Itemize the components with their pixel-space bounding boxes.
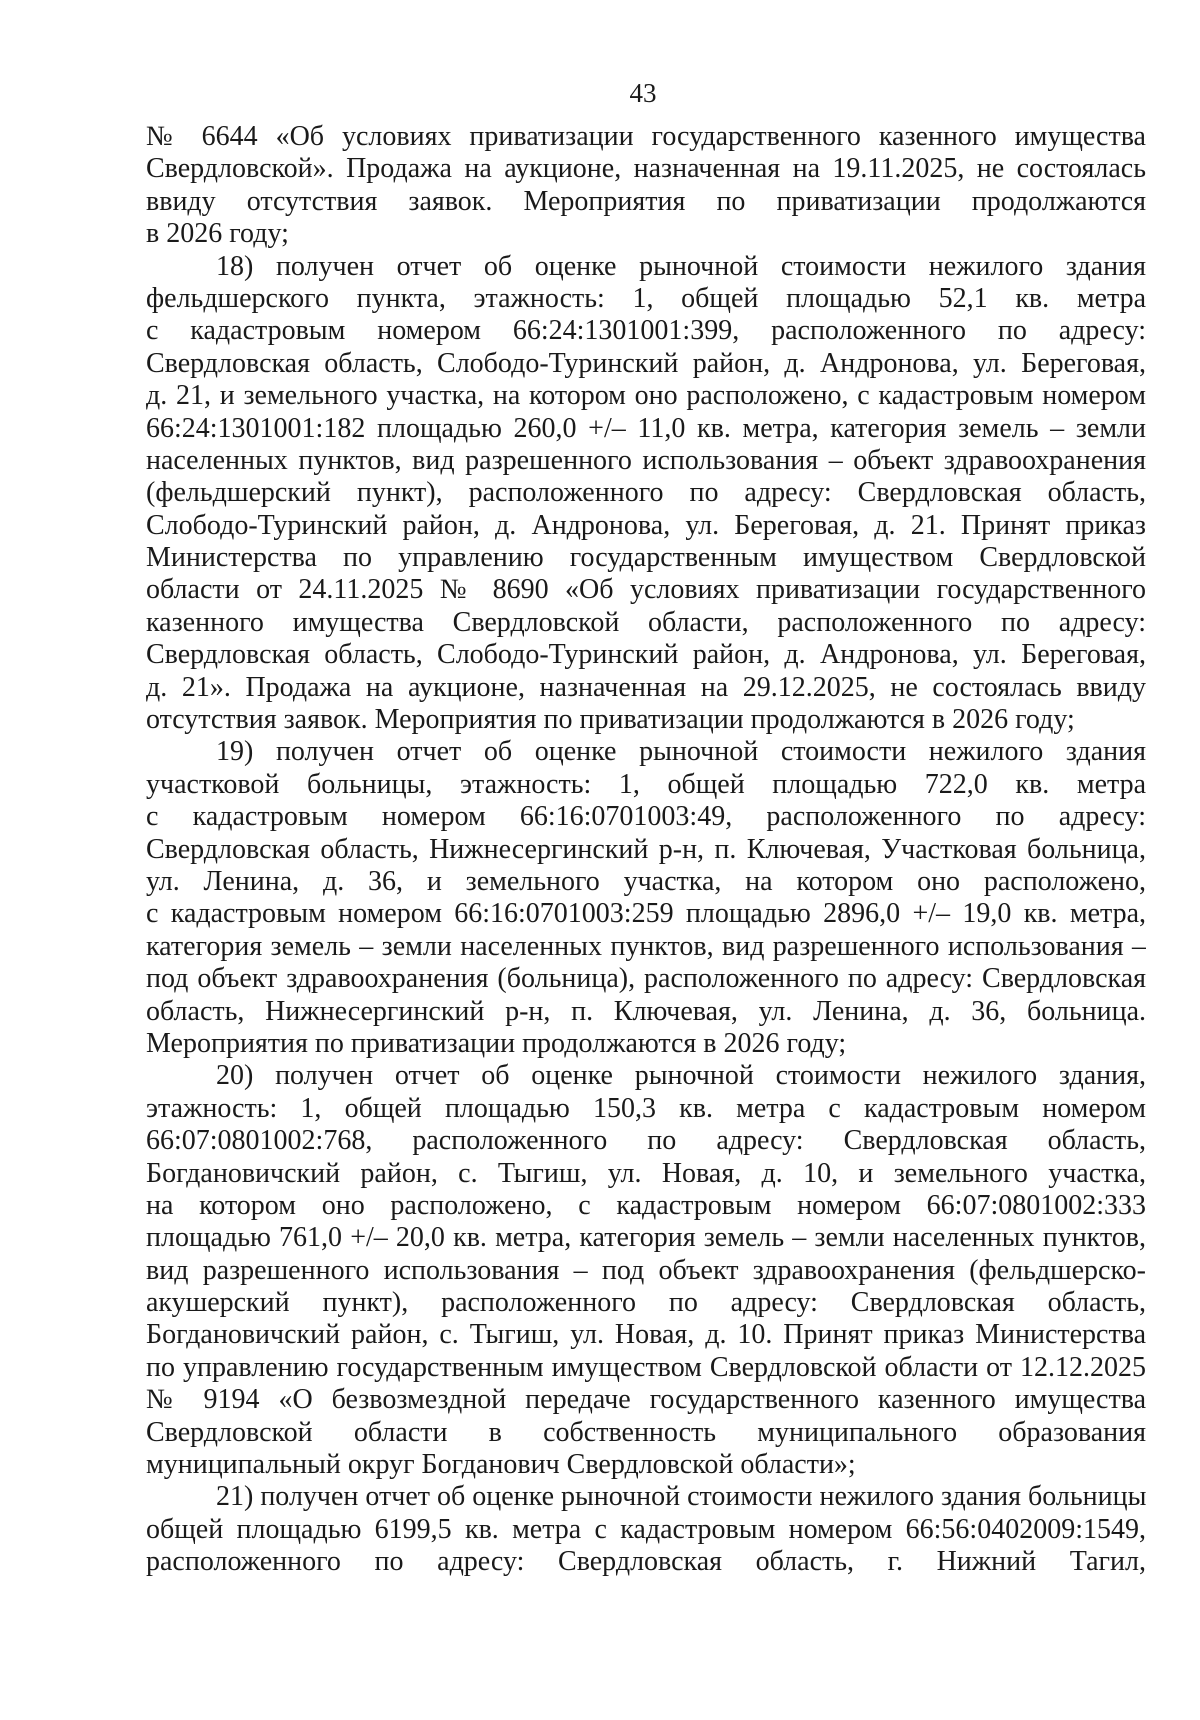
- text-line: вид разрешенного использования – под объект здравоохранения (фельдшерско-: [146, 1254, 1146, 1286]
- text-line: 19) получен отчет об оценке рыночной стоимости нежилого здания: [216, 736, 1146, 768]
- text-line: 18) получен отчет об оценке рыночной стоимости нежилого здания: [216, 250, 1146, 282]
- text-line: 66:24:1301001:182 площадью 260,0 +/– 11,0 кв. метра, категория земель – земли: [146, 412, 1146, 444]
- text-line: Свердловская область, Слободо-Туринский район, д. Андронова, ул. Береговая,: [146, 347, 1146, 379]
- text-line: область, Нижнесергинский р-н, п. Ключевая, ул. Ленина, д. 36, больница.: [146, 995, 1146, 1027]
- text-line: № 9194 «О безвозмездной передаче государственного казенного имущества: [146, 1384, 1146, 1416]
- text-line: ввиду отсутствия заявок. Мероприятия по приватизации продолжаются: [146, 185, 1146, 217]
- text-line: муниципальный округ Богданович Свердловской области»;: [146, 1449, 856, 1481]
- text-line: фельдшерского пункта, этажность: 1, общей площадью 52,1 кв. метра: [146, 282, 1146, 314]
- text-line: населенных пунктов, вид разрешенного использования – объект здравоохранения: [146, 444, 1146, 476]
- text-line: в 2026 году;: [146, 218, 289, 250]
- text-line: (фельдшерский пункт), расположенного по адресу: Свердловская область,: [146, 477, 1146, 509]
- text-line: 66:07:0801002:768, расположенного по адресу: Свердловская область,: [146, 1125, 1146, 1157]
- text-line: по управлению государственным имуществом Свердловской области от 12.12.2025: [146, 1351, 1146, 1383]
- text-line: с кадастровым номером 66:16:0701003:259 площадью 2896,0 +/– 19,0 кв. метра,: [146, 898, 1146, 930]
- text-line: акушерский пункт), расположенного по адресу: Свердловская область,: [146, 1287, 1146, 1319]
- text-line: области от 24.11.2025 № 8690 «Об условиях приватизации государственного: [146, 574, 1146, 606]
- text-line: с кадастровым номером 66:24:1301001:399, расположенного по адресу:: [146, 315, 1146, 347]
- text-line: Свердловская область, Слободо-Туринский район, д. Андронова, ул. Береговая,: [146, 639, 1146, 671]
- text-line: с кадастровым номером 66:16:0701003:49, расположенного по адресу:: [146, 801, 1146, 833]
- text-line: Министерства по управлению государственным имуществом Свердловской: [146, 542, 1146, 574]
- text-line: 21) получен отчет об оценке рыночной стоимости нежилого здания больницы: [216, 1481, 1146, 1513]
- text-line: Свердловская область, Нижнесергинский р-н, п. Ключевая, Участковая больница,: [146, 833, 1146, 865]
- text-line: отсутствия заявок. Мероприятия по приватизации продолжаются в 2026 году;: [146, 704, 1075, 736]
- text-line: участковой больницы, этажность: 1, общей площадью 722,0 кв. метра: [146, 768, 1146, 800]
- text-line: под объект здравоохранения (больница), расположенного по адресу: Свердловская: [146, 963, 1146, 995]
- text-line: категория земель – земли населенных пунктов, вид разрешенного использования –: [146, 930, 1146, 962]
- text-line: 20) получен отчет об оценке рыночной стоимости нежилого здания,: [216, 1060, 1146, 1092]
- page-number: 43: [629, 78, 657, 108]
- text-line: казенного имущества Свердловской области, расположенного по адресу:: [146, 606, 1146, 638]
- text-line: расположенного по адресу: Свердловская область, г. Нижний Тагил,: [146, 1546, 1146, 1578]
- text-line: Богдановичский район, с. Тыгиш, ул. Новая, д. 10, и земельного участка,: [146, 1157, 1146, 1189]
- text-line: д. 21». Продажа на аукционе, назначенная на 29.12.2025, не состоялась ввиду: [146, 671, 1146, 703]
- text-line: № 6644 «Об условиях приватизации государственного казенного имущества: [146, 121, 1146, 152]
- text-line: Свердловской области в собственность муниципального образования: [146, 1416, 1146, 1448]
- text-line: ул. Ленина, д. 36, и земельного участка, на котором оно расположено,: [146, 865, 1146, 897]
- text-line: д. 21, и земельного участка, на котором оно расположено, с кадастровым номером: [146, 380, 1146, 412]
- text-line: Слободо-Туринский район, д. Андронова, ул. Береговая, д. 21. Принят приказ: [146, 509, 1146, 541]
- text-line: этажность: 1, общей площадью 150,3 кв. метра с кадастровым номером: [146, 1092, 1146, 1124]
- text-line: площадью 761,0 +/– 20,0 кв. метра, категория земель – земли населенных пунктов,: [146, 1222, 1146, 1254]
- text-line: Свердловской». Продажа на аукционе, назначенная на 19.11.2025, не состоялась: [146, 153, 1146, 185]
- text-line: на котором оно расположено, с кадастровым номером 66:07:0801002:333: [146, 1189, 1146, 1221]
- text-line: Мероприятия по приватизации продолжаются в 2026 году;: [146, 1027, 847, 1059]
- document-body: [146, 121, 1146, 1579]
- text-line: Богдановичский район, с. Тыгиш, ул. Новая, д. 10. Принят приказ Министерства: [146, 1319, 1146, 1351]
- text-line: общей площадью 6199,5 кв. метра с кадастровым номером 66:56:0402009:1549,: [146, 1513, 1146, 1545]
